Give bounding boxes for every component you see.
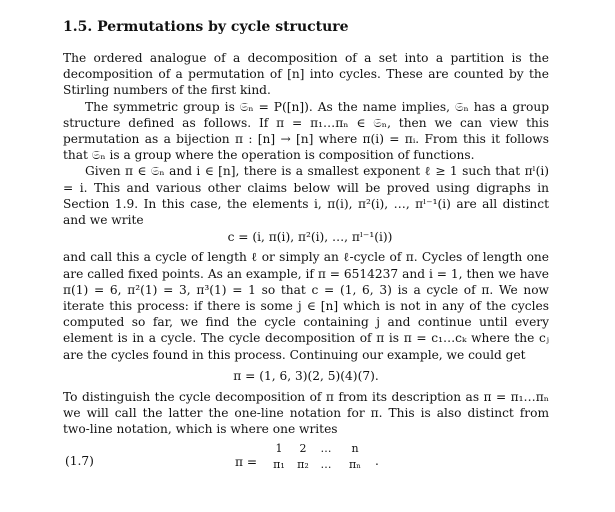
section-title: Permutations by cycle structure xyxy=(97,19,349,35)
matrix-top-cell: 1 xyxy=(275,441,283,455)
section-heading xyxy=(63,18,549,36)
matrix-bottom-cell: πₙ xyxy=(349,457,361,471)
matrix-top-cell: n xyxy=(351,441,359,455)
display-cycle-equation: c = (i, π(i), π²(i), …, πˡ⁻¹(i)) xyxy=(227,230,393,245)
paragraph-intro: The ordered analogue of a decomposition of a set into a partition is the decomposition of a permutation of [n] into cycles. These are counted by the Stirling numbers of the first kind. xyxy=(63,51,549,98)
paragraph-cycle-definition: Given π ∈ 𝔖ₙ and i ∈ [n], there is a smallest exponent ℓ ≥ 1 such that πˡ(i) = i. This and various other claims below will be proved using digraphs in Section 1.9. In this case, the elements i, π(i), π²(i), …, πˡ⁻¹(i) are all distinct and we write xyxy=(63,164,549,228)
matrix-bottom-cell: … xyxy=(320,457,332,471)
matrix-top-cell: 2 xyxy=(299,441,307,455)
display-cycle-decomposition: π = (1, 6, 3)(2, 5)(4)(7). xyxy=(233,368,379,383)
matrix-bottom-cell: π₁ xyxy=(273,457,285,471)
equation-1-7 xyxy=(63,442,549,482)
section-number: 1.5. xyxy=(63,19,93,35)
equation-lhs: π = xyxy=(235,454,258,469)
page-content xyxy=(63,18,549,482)
equation-label: (1.7) xyxy=(65,453,94,468)
matrix-top-cell: … xyxy=(320,441,332,455)
two-line-matrix xyxy=(267,442,373,471)
paragraph-cycle-example: and call this a cycle of length ℓ or simply an ℓ-cycle of π. Cycles of length one are called fixed points. As an example, if π = 6514237 and i = 1, then we have π(1) = 6, π²(1) = 3, π³(1) = 1 so that c = (1, 6, 3) is a cycle of π. We now iterate this process: if there is some j ∈ [n] which is not in any of the cycles computed so far, we find the cycle containing j and continue until every element is in a cycle. The cycle decomposition of π is π = c₁…cₖ where the cⱼ are the cycles found in this process. Continuing our example, we could get xyxy=(63,250,549,362)
paragraph-one-line-notation: To distinguish the cycle decomposition of π from its description as π = π₁…πₙ we will call the latter the one-line notation for π. This is also distinct from two-line notation, which is where one writes xyxy=(63,390,549,437)
paragraph-symmetric-group: The symmetric group is 𝔖ₙ = P([n]). As the name implies, 𝔖ₙ has a group structure defined as follows. If π = π₁…πₙ ∈ 𝔖ₙ, then we can view this permutation as a bijection π : [n] → [n] where π(i) = πᵢ. From this it follows that 𝔖ₙ is a group where the operation is composition of functions. xyxy=(63,99,549,163)
equation-period: . xyxy=(375,453,379,468)
matrix-bottom-cell: π₂ xyxy=(297,457,309,471)
